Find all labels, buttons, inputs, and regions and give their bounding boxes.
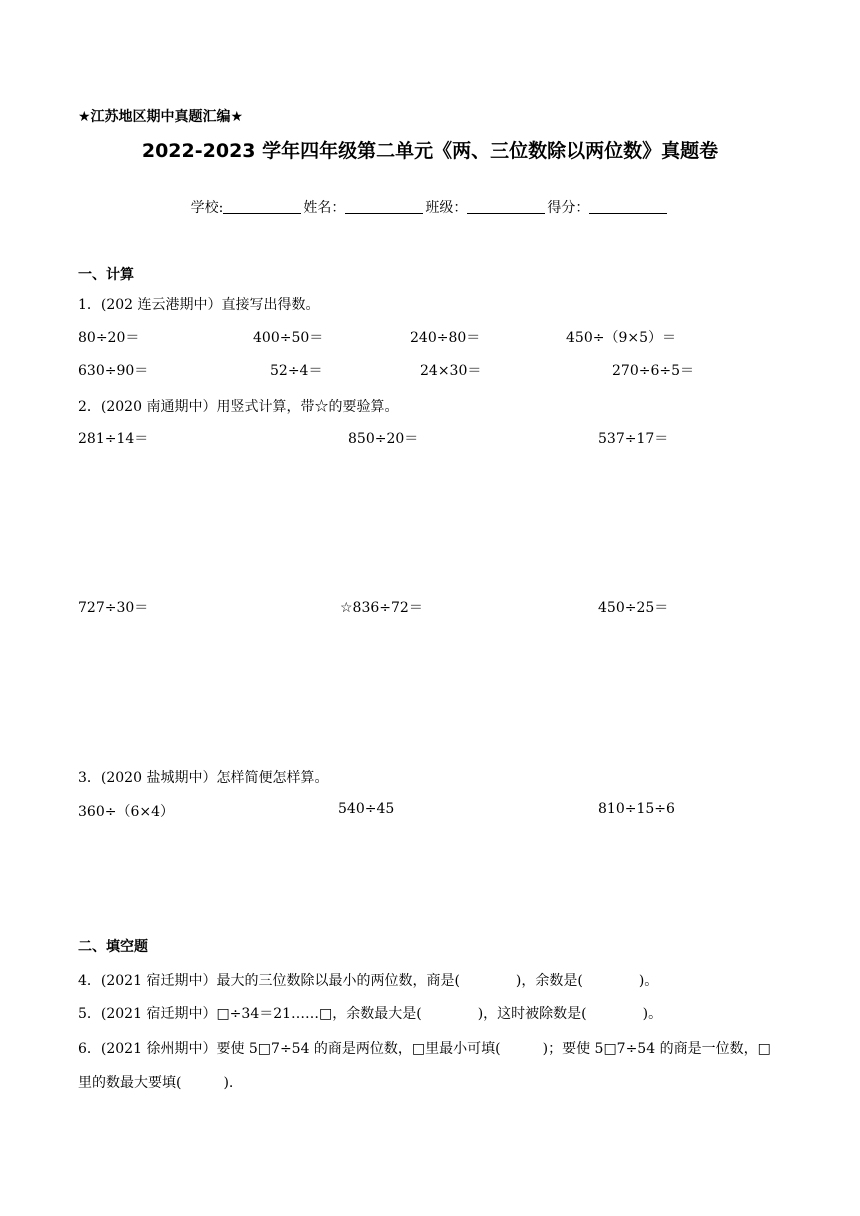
section-heading-calc: 一、计算 <box>78 267 134 283</box>
q1-item: 450÷（9×5）＝ <box>566 330 676 346</box>
class-blank[interactable] <box>467 199 545 214</box>
q1-item: 400÷50＝ <box>253 330 324 346</box>
question-6-line-1: 6．(2021 徐州期中）要使 5□7÷54 的商是两位数，□里最小可填( )；要使 5□7÷54 的商是一位数，□ <box>78 1041 771 1057</box>
score-label: 得分： <box>547 200 590 216</box>
q1-item: 270÷6÷5＝ <box>612 363 694 379</box>
q3-item: 360÷（6×4） <box>78 804 174 820</box>
question-5: 5．(2021 宿迁期中）□÷34＝21……□，余数最大是( )，这时被除数是( )。 <box>78 1006 663 1022</box>
student-info-line <box>0 197 860 217</box>
name-label: 姓名： <box>303 200 346 216</box>
school-blank[interactable] <box>223 199 301 214</box>
question-4: 4．(2021 宿迁期中）最大的三位数除以最小的两位数，商是( )，余数是( )。 <box>78 973 659 989</box>
question-6-line-2: 里的数最大要填( ). <box>78 1075 234 1091</box>
q2-item: 537÷17＝ <box>598 431 669 447</box>
q3-item: 540÷45 <box>338 801 395 817</box>
q3-item: 810÷15÷6 <box>598 801 675 817</box>
region-tag: ★江苏地区期中真题汇编★ <box>78 109 244 125</box>
q2-item: 450÷25＝ <box>598 600 669 616</box>
q2-item: 850÷20＝ <box>348 431 419 447</box>
q1-item: 52÷4＝ <box>270 363 323 379</box>
q1-item: 24×30＝ <box>420 363 482 379</box>
question-1: 1．(202 连云港期中）直接写出得数。 <box>78 297 320 313</box>
q2-item: 281÷14＝ <box>78 431 149 447</box>
score-blank[interactable] <box>589 199 667 214</box>
class-label: 班级： <box>425 200 468 216</box>
q2-item: ☆836÷72＝ <box>340 600 423 616</box>
question-3: 3．(2020 盐城期中）怎样简便怎样算。 <box>78 770 329 786</box>
q1-item: 240÷80＝ <box>410 330 481 346</box>
section-heading-fill: 二、填空题 <box>78 939 148 955</box>
q1-item: 630÷90＝ <box>78 363 149 379</box>
question-2: 2．(2020 南通期中）用竖式计算，带☆的要验算。 <box>78 399 399 415</box>
q2-item: 727÷30＝ <box>78 600 149 616</box>
q1-item: 80÷20＝ <box>78 330 140 346</box>
page-title: 2022-2023 学年四年级第二单元《两、三位数除以两位数》真题卷 <box>141 140 719 162</box>
school-label: 学校: <box>190 200 224 216</box>
name-blank[interactable] <box>345 199 423 214</box>
